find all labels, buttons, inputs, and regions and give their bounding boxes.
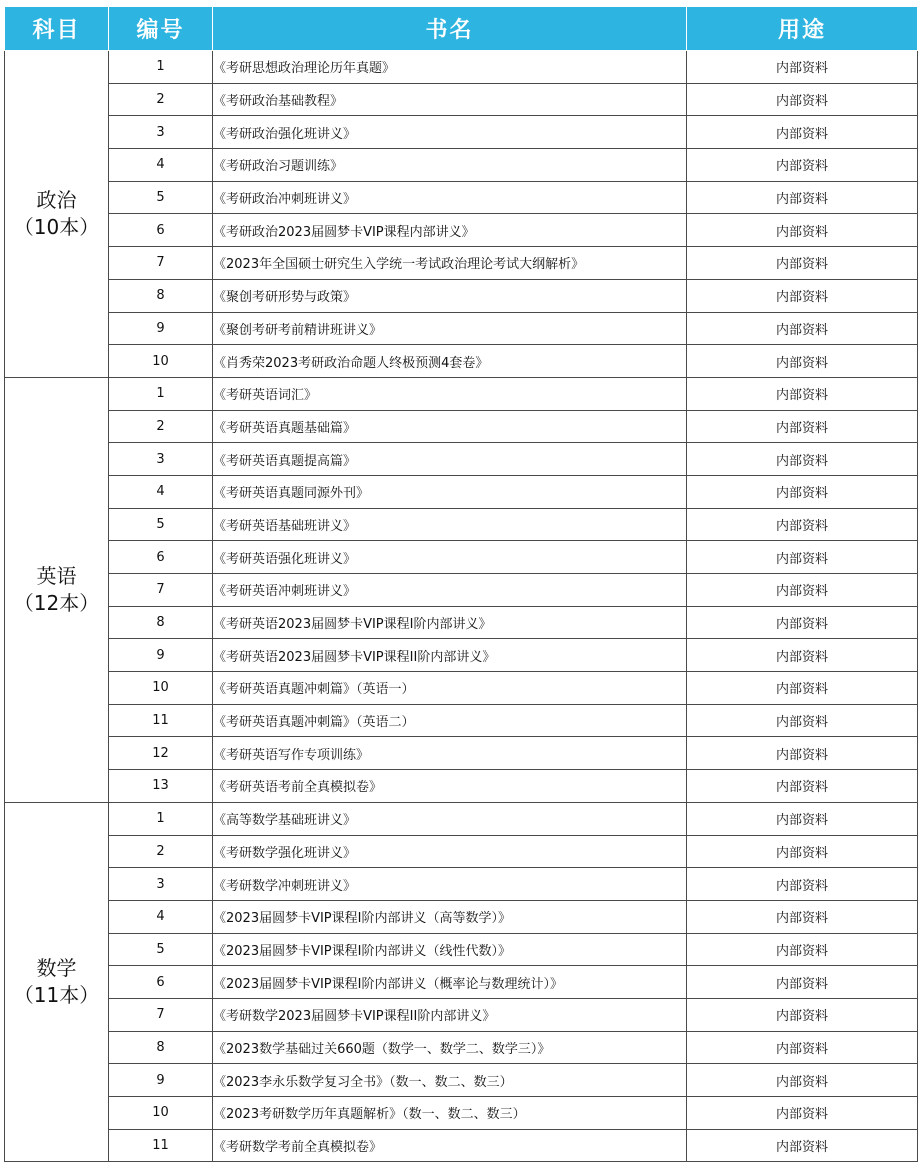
use-cell: 内部资料 bbox=[687, 606, 918, 639]
title-cell: 《考研英语基础班讲义》 bbox=[213, 508, 687, 541]
header-title: 书名 bbox=[213, 7, 687, 51]
number-cell: 8 bbox=[109, 606, 213, 639]
number-cell: 4 bbox=[109, 900, 213, 933]
use-cell: 内部资料 bbox=[687, 83, 918, 116]
table-row bbox=[5, 247, 918, 280]
use-cell: 内部资料 bbox=[687, 116, 918, 149]
table-row bbox=[5, 443, 918, 476]
use-cell: 内部资料 bbox=[687, 1129, 918, 1162]
title-cell: 《考研英语冲刺班讲义》 bbox=[213, 574, 687, 607]
title-cell: 《考研政治强化班讲义》 bbox=[213, 116, 687, 149]
number-cell: 11 bbox=[109, 704, 213, 737]
subject-count: （10本） bbox=[13, 214, 100, 239]
subject-cell bbox=[5, 377, 109, 802]
number-cell: 6 bbox=[109, 541, 213, 574]
subject-name: 英语 bbox=[36, 563, 77, 588]
use-cell: 内部资料 bbox=[687, 508, 918, 541]
number-cell: 1 bbox=[109, 802, 213, 835]
use-cell: 内部资料 bbox=[687, 639, 918, 672]
table-row bbox=[5, 900, 918, 933]
number-cell: 11 bbox=[109, 1129, 213, 1162]
table-row bbox=[5, 1097, 918, 1130]
use-cell: 内部资料 bbox=[687, 443, 918, 476]
table-row bbox=[5, 639, 918, 672]
title-cell: 《聚创考研考前精讲班讲义》 bbox=[213, 312, 687, 345]
number-cell: 6 bbox=[109, 214, 213, 247]
title-cell: 《高等数学基础班讲义》 bbox=[213, 802, 687, 835]
table-row bbox=[5, 51, 918, 84]
title-cell: 《考研英语真题冲刺篇》（英语二） bbox=[213, 704, 687, 737]
title-cell: 《考研英语写作专项训练》 bbox=[213, 737, 687, 770]
title-cell: 《2023考研数学历年真题解析》（数一、数二、数三） bbox=[213, 1097, 687, 1130]
table-row bbox=[5, 998, 918, 1031]
use-cell: 内部资料 bbox=[687, 998, 918, 1031]
use-cell: 内部资料 bbox=[687, 704, 918, 737]
title-cell: 《考研政治2023届圆梦卡VIP课程内部讲义》 bbox=[213, 214, 687, 247]
number-cell: 4 bbox=[109, 475, 213, 508]
title-cell: 《考研数学强化班讲义》 bbox=[213, 835, 687, 868]
table-row bbox=[5, 181, 918, 214]
use-cell: 内部资料 bbox=[687, 966, 918, 999]
title-cell: 《考研英语2023届圆梦卡VIP课程II阶内部讲义》 bbox=[213, 639, 687, 672]
table-row bbox=[5, 508, 918, 541]
table-row bbox=[5, 149, 918, 182]
use-cell: 内部资料 bbox=[687, 312, 918, 345]
number-cell: 10 bbox=[109, 345, 213, 378]
number-cell: 3 bbox=[109, 116, 213, 149]
table-row bbox=[5, 475, 918, 508]
table-body bbox=[5, 51, 918, 1162]
title-cell: 《考研政治习题训练》 bbox=[213, 149, 687, 182]
number-cell: 9 bbox=[109, 312, 213, 345]
subject-name: 政治 bbox=[36, 187, 77, 212]
title-cell: 《肖秀荣2023考研政治命题人终极预测4套卷》 bbox=[213, 345, 687, 378]
number-cell: 3 bbox=[109, 868, 213, 901]
title-cell: 《考研政治基础教程》 bbox=[213, 83, 687, 116]
title-cell: 《考研英语真题基础篇》 bbox=[213, 410, 687, 443]
header-use: 用途 bbox=[687, 7, 918, 51]
table-row bbox=[5, 802, 918, 835]
table-row bbox=[5, 312, 918, 345]
use-cell: 内部资料 bbox=[687, 214, 918, 247]
table-row bbox=[5, 377, 918, 410]
table-row bbox=[5, 672, 918, 705]
title-cell: 《考研英语真题同源外刊》 bbox=[213, 475, 687, 508]
title-cell: 《考研英语真题提高篇》 bbox=[213, 443, 687, 476]
title-cell: 《考研英语真题冲刺篇》（英语一） bbox=[213, 672, 687, 705]
number-cell: 9 bbox=[109, 639, 213, 672]
number-cell: 3 bbox=[109, 443, 213, 476]
number-cell: 5 bbox=[109, 933, 213, 966]
table-row bbox=[5, 933, 918, 966]
use-cell: 内部资料 bbox=[687, 672, 918, 705]
use-cell: 内部资料 bbox=[687, 835, 918, 868]
number-cell: 4 bbox=[109, 149, 213, 182]
number-cell: 8 bbox=[109, 1031, 213, 1064]
use-cell: 内部资料 bbox=[687, 345, 918, 378]
use-cell: 内部资料 bbox=[687, 410, 918, 443]
table-row bbox=[5, 770, 918, 803]
header-row bbox=[5, 7, 918, 51]
title-cell: 《考研政治冲刺班讲义》 bbox=[213, 181, 687, 214]
table-row bbox=[5, 704, 918, 737]
table-row bbox=[5, 1064, 918, 1097]
use-cell: 内部资料 bbox=[687, 900, 918, 933]
use-cell: 内部资料 bbox=[687, 802, 918, 835]
number-cell: 7 bbox=[109, 998, 213, 1031]
number-cell: 2 bbox=[109, 83, 213, 116]
use-cell: 内部资料 bbox=[687, 279, 918, 312]
number-cell: 10 bbox=[109, 1097, 213, 1130]
use-cell: 内部资料 bbox=[687, 933, 918, 966]
number-cell: 2 bbox=[109, 835, 213, 868]
title-cell: 《考研英语2023届圆梦卡VIP课程I阶内部讲义》 bbox=[213, 606, 687, 639]
subject-count: （12本） bbox=[13, 590, 100, 615]
title-cell: 《考研英语强化班讲义》 bbox=[213, 541, 687, 574]
number-cell: 13 bbox=[109, 770, 213, 803]
use-cell: 内部资料 bbox=[687, 1031, 918, 1064]
title-cell: 《2023李永乐数学复习全书》（数一、数二、数三） bbox=[213, 1064, 687, 1097]
table-row bbox=[5, 574, 918, 607]
number-cell: 7 bbox=[109, 574, 213, 607]
table-header bbox=[5, 7, 918, 51]
use-cell: 内部资料 bbox=[687, 149, 918, 182]
title-cell: 《2023年全国硕士研究生入学统一考试政治理论考试大纲解析》 bbox=[213, 247, 687, 280]
table-row bbox=[5, 1129, 918, 1162]
use-cell: 内部资料 bbox=[687, 541, 918, 574]
number-cell: 12 bbox=[109, 737, 213, 770]
number-cell: 7 bbox=[109, 247, 213, 280]
use-cell: 内部资料 bbox=[687, 770, 918, 803]
title-cell: 《2023届圆梦卡VIP课程I阶内部讲义（概率论与数理统计）》 bbox=[213, 966, 687, 999]
use-cell: 内部资料 bbox=[687, 181, 918, 214]
number-cell: 6 bbox=[109, 966, 213, 999]
table-row bbox=[5, 410, 918, 443]
subject-name: 数学 bbox=[36, 956, 77, 981]
table-row bbox=[5, 279, 918, 312]
use-cell: 内部资料 bbox=[687, 377, 918, 410]
table-row bbox=[5, 966, 918, 999]
title-cell: 《2023届圆梦卡VIP课程I阶内部讲义（线性代数）》 bbox=[213, 933, 687, 966]
use-cell: 内部资料 bbox=[687, 475, 918, 508]
title-cell: 《考研数学2023届圆梦卡VIP课程II阶内部讲义》 bbox=[213, 998, 687, 1031]
number-cell: 2 bbox=[109, 410, 213, 443]
table-row bbox=[5, 116, 918, 149]
title-cell: 《2023届圆梦卡VIP课程I阶内部讲义（高等数学）》 bbox=[213, 900, 687, 933]
number-cell: 1 bbox=[109, 51, 213, 84]
title-cell: 《考研思想政治理论历年真题》 bbox=[213, 51, 687, 84]
number-cell: 1 bbox=[109, 377, 213, 410]
table-row bbox=[5, 868, 918, 901]
header-number: 编号 bbox=[109, 7, 213, 51]
title-cell: 《考研数学考前全真模拟卷》 bbox=[213, 1129, 687, 1162]
use-cell: 内部资料 bbox=[687, 737, 918, 770]
table-row bbox=[5, 83, 918, 116]
table-row bbox=[5, 214, 918, 247]
number-cell: 10 bbox=[109, 672, 213, 705]
header-subject: 科目 bbox=[5, 7, 109, 51]
use-cell: 内部资料 bbox=[687, 574, 918, 607]
use-cell: 内部资料 bbox=[687, 247, 918, 280]
use-cell: 内部资料 bbox=[687, 1064, 918, 1097]
table-row bbox=[5, 835, 918, 868]
title-cell: 《考研英语词汇》 bbox=[213, 377, 687, 410]
number-cell: 5 bbox=[109, 508, 213, 541]
number-cell: 9 bbox=[109, 1064, 213, 1097]
title-cell: 《考研英语考前全真模拟卷》 bbox=[213, 770, 687, 803]
use-cell: 内部资料 bbox=[687, 868, 918, 901]
title-cell: 《2023数学基础过关660题（数学一、数学二、数学三）》 bbox=[213, 1031, 687, 1064]
use-cell: 内部资料 bbox=[687, 1097, 918, 1130]
table-row bbox=[5, 345, 918, 378]
table-row bbox=[5, 737, 918, 770]
table-row bbox=[5, 1031, 918, 1064]
subject-cell bbox=[5, 802, 109, 1162]
number-cell: 5 bbox=[109, 181, 213, 214]
table-row bbox=[5, 541, 918, 574]
subject-cell bbox=[5, 51, 109, 378]
title-cell: 《考研数学冲刺班讲义》 bbox=[213, 868, 687, 901]
title-cell: 《聚创考研形势与政策》 bbox=[213, 279, 687, 312]
book-list-table bbox=[4, 6, 918, 1162]
number-cell: 8 bbox=[109, 279, 213, 312]
use-cell: 内部资料 bbox=[687, 51, 918, 84]
table-row bbox=[5, 606, 918, 639]
subject-count: （11本） bbox=[13, 983, 100, 1008]
